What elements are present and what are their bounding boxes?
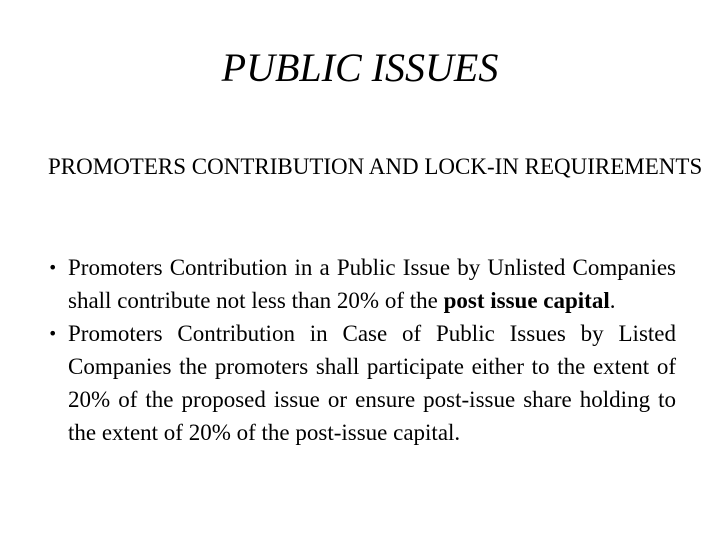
bullet-item-unlisted [48,251,676,317]
bullet-bold-text: post issue capital [443,288,610,313]
bullet-list [48,251,676,449]
bullet-text-end: . [609,288,616,313]
slide-subtitle: PROMOTERS CONTRIBUTION AND LOCK-IN REQUIREMENTS [48,154,703,179]
bullet-text-start: Promoters Contribution in a Public Issue by Unlisted Companies shall contribute not less than 20% of the [68,255,676,313]
slide-title: PUBLIC ISSUES [221,45,499,90]
bullet-dot-icon: • [48,258,58,277]
bullet-text: Promoters Contribution in Case of Public Issues by Listed Companies the promoters shall participate either to the extent of 20% of the proposed issue or ensure post-issue share holding to the extent of 20% of the post-issue capital. [68,321,676,445]
bullet-dot-icon: • [48,324,58,343]
bullet-item-listed [48,317,676,449]
